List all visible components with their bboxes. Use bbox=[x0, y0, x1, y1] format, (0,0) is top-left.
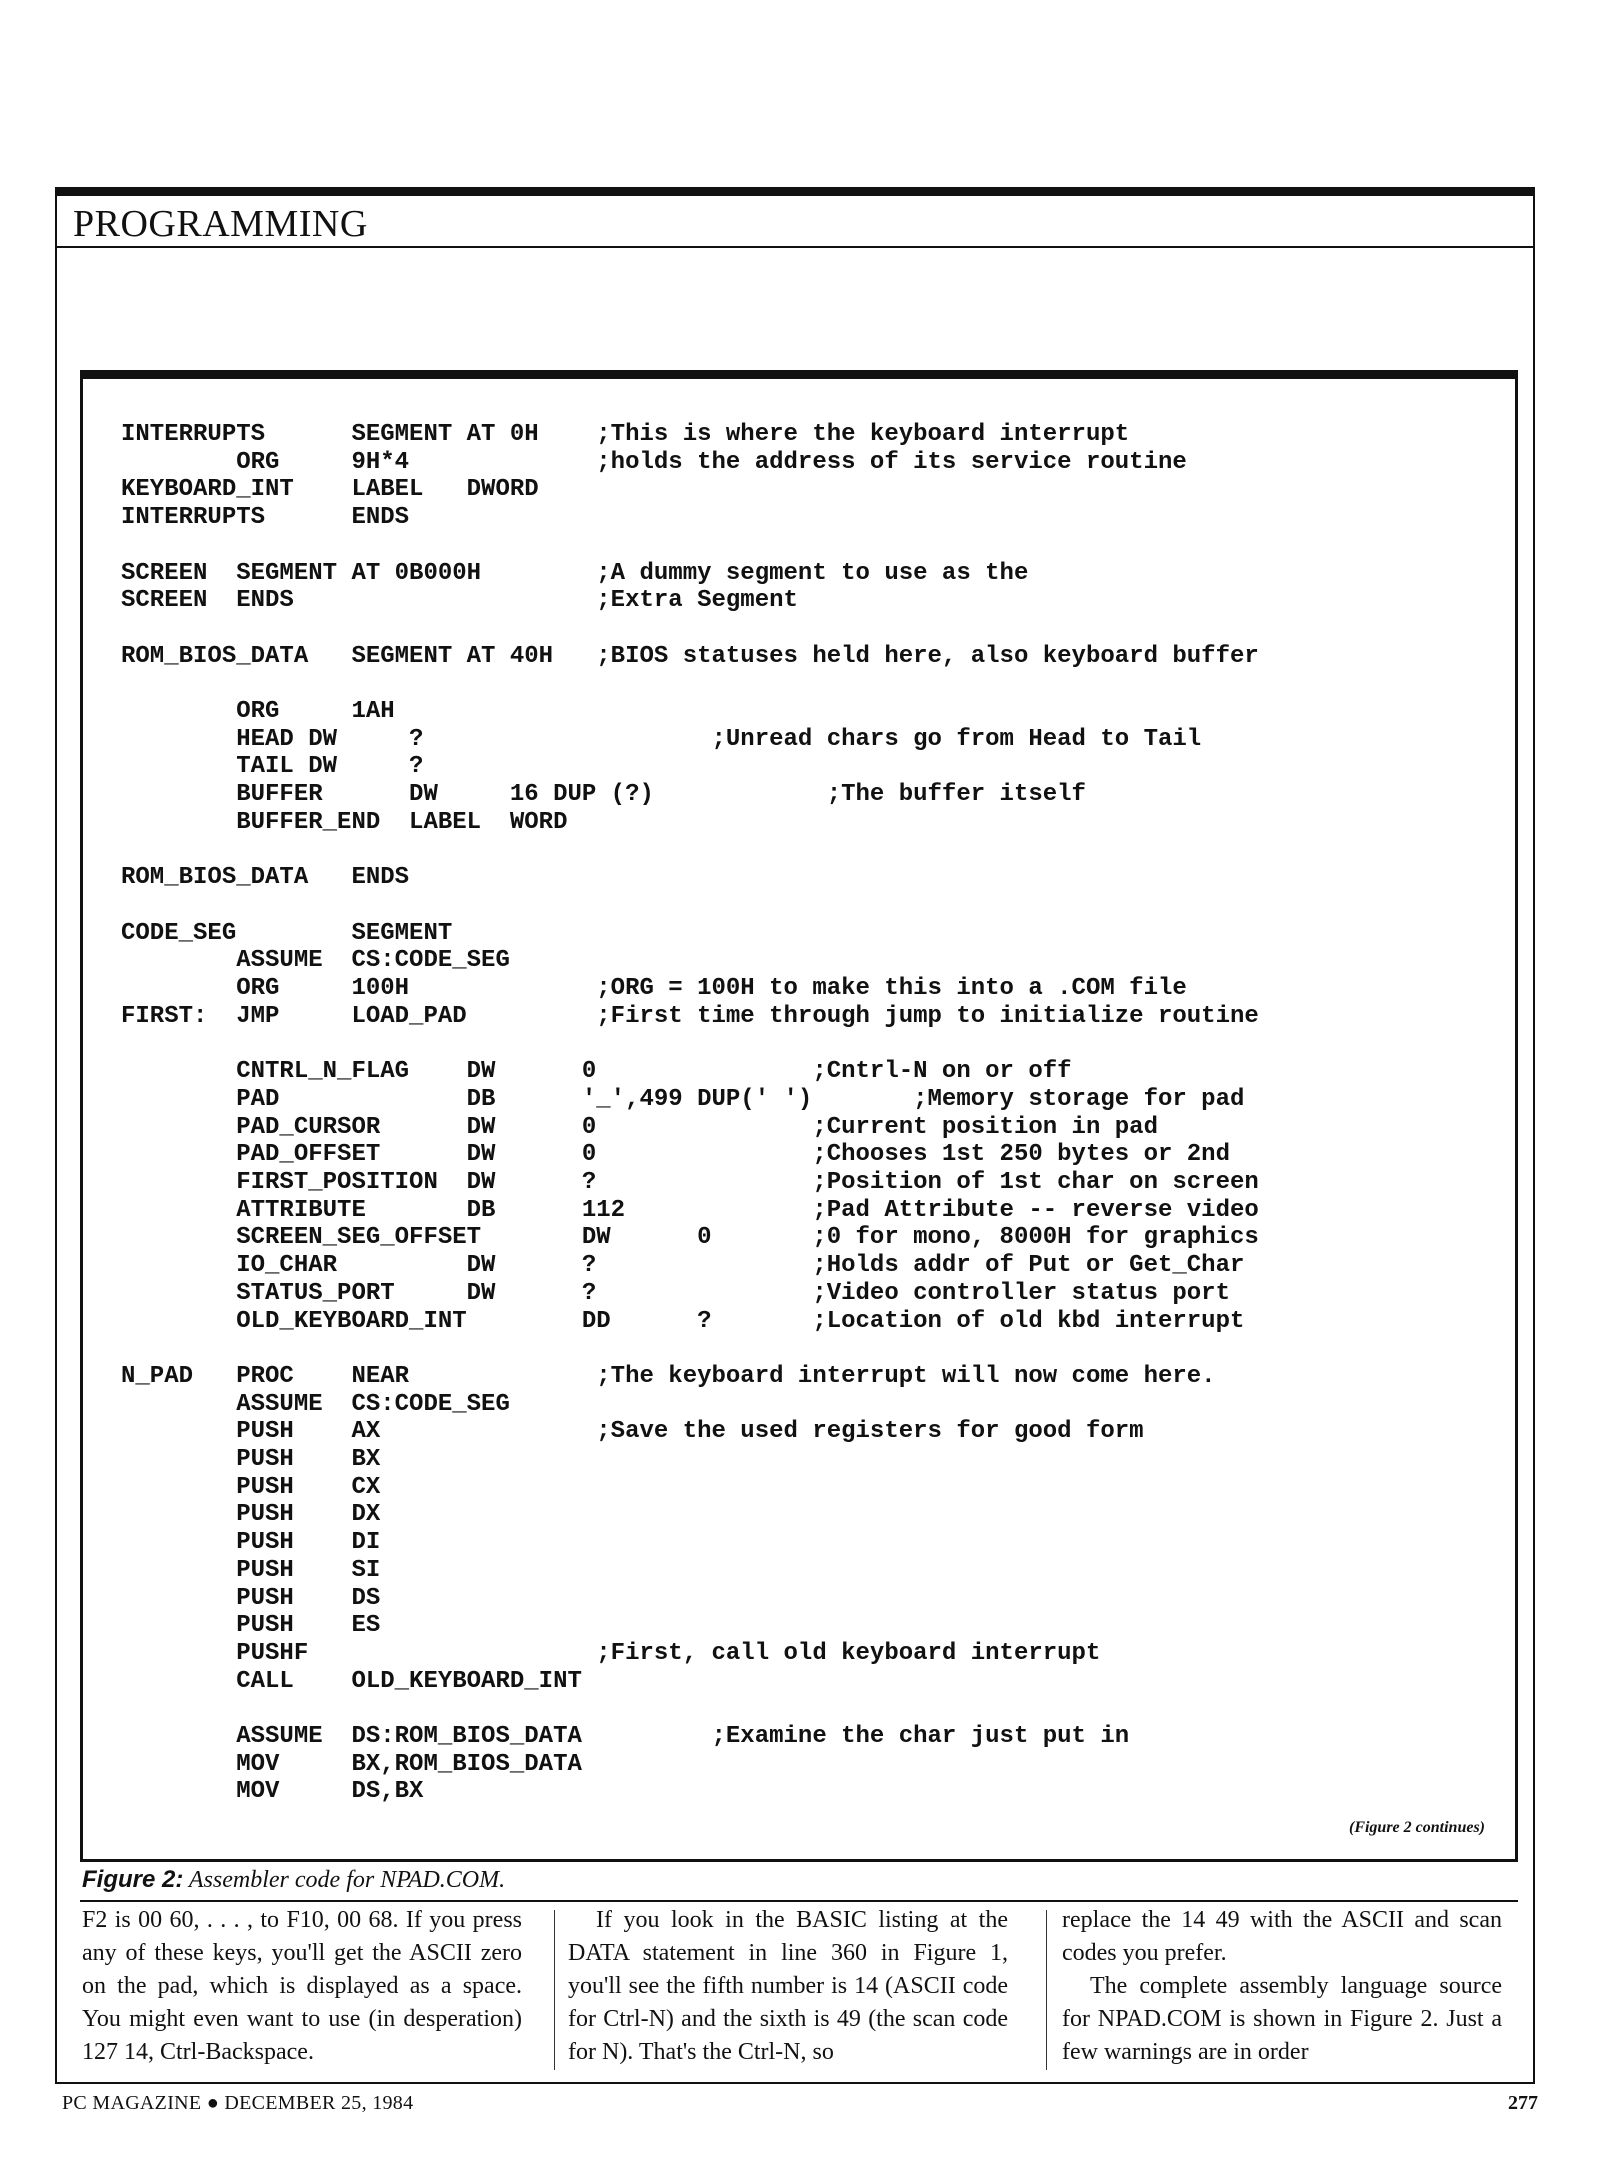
assembler-code-listing: INTERRUPTS SEGMENT AT 0H ;This is where the keyboard interrupt ORG 9H*4 ;holds the address of its service routine KEYBOARD_INT LABEL DWORD INTERRUPTS ENDS SCREEN SEGMENT AT 0B000H ;A dummy segment to use as the SCREEN ENDS ;Extra Segment ROM_BIOS_DATA SEGMENT AT 40H ;BIOS statuses held here, also keyboard buffer ORG 1AH HEAD DW ? ;Unread chars go from Head to Tail TAIL DW ? BUFFER DW 16 DUP (?) ;The buffer itself BUFFER_END LABEL WORD ROM_BIOS_DATA ENDS CODE_SEG SEGMENT ASSUME CS:CODE_SEG ORG 100H ;ORG = 100H to make this into a .COM file FIRST: JMP LOAD_PAD ;First time through jump to initialize routine CNTRL_N_FLAG DW 0 ;Cntrl-N on or off PAD DB '_',499 DUP(' ') ;Memory storage for pad PAD_CURSOR DW 0 ;Current position in pad PAD_OFFSET DW 0 ;Chooses 1st 250 bytes or 2nd FIRST_POSITION DW ? ;Position of 1st char on screen ATTRIBUTE DB 112 ;Pad Attribute -- reverse video SCREEN_SEG_OFFSET DW 0 ;0 for mono, 8000H for graphics IO_CHAR DW ? ;Holds addr of Put or Get_Char STATUS_PORT DW ? ;Video controller status port OLD_KEYBOARD_INT DD ? ;Location of old kbd interrupt N_PAD PROC NEAR ;The keyboard interrupt will now come here. ASSUME CS:CODE_SEG PUSH AX ;Save the used registers for good form PUSH BX PUSH CX PUSH DX PUSH DI PUSH SI PUSH DS PUSH ES PUSHF ;First, call old keyboard interrupt CALL OLD_KEYBOARD_INT ASSUME DS:ROM_BIOS_DATA ;Examine the char just put in MOV BX,ROM_BIOS_DATA MOV DS,BX bbox=[121, 421, 1259, 1806]
footer-publication: PC MAGAZINE ● DECEMBER 25, 1984 bbox=[62, 2092, 414, 2114]
figure-caption-text: Assembler code for NPAD.COM. bbox=[183, 1867, 506, 1893]
body-paragraph: The complete assembly language source for NPAD.COM is shown in Figure 2. Just a few warnings are in order bbox=[1062, 1973, 1502, 2065]
section-header bbox=[55, 187, 1535, 248]
figure-box bbox=[80, 370, 1518, 1862]
page-number: 277 bbox=[1508, 2092, 1538, 2114]
body-column-2 bbox=[568, 1904, 1008, 2069]
article-body bbox=[80, 1904, 1518, 2074]
column-divider bbox=[1046, 1910, 1047, 2070]
body-paragraph: F2 is 00 60, . . . , to F10, 00 68. If you press any of these keys, you'll get the ASCII zero on the pad, which is displayed as a space. You might even want to use (in desperation) 127 14, Ctrl-Backspace. bbox=[82, 1907, 522, 2065]
figure-caption-label: Figure 2: bbox=[82, 1866, 184, 1893]
figure-caption bbox=[82, 1866, 505, 1894]
section-title: PROGRAMMING bbox=[73, 203, 368, 245]
body-column-3 bbox=[1062, 1904, 1502, 2069]
figure-continues-note: (Figure 2 continues) bbox=[1348, 1819, 1485, 1836]
body-column-1 bbox=[82, 1904, 522, 2069]
body-paragraph: If you look in the BASIC listing at the DATA statement in line 360 in Figure 1, you'll see the fifth number is 14 (ASCII code for Ctrl-N) and the sixth is 49 (the scan code for N). That's the Ctrl-N, so bbox=[568, 1907, 1008, 2065]
column-divider bbox=[554, 1910, 555, 2070]
body-paragraph: replace the 14 49 with the ASCII and scan codes you prefer. bbox=[1062, 1907, 1502, 1966]
caption-rule bbox=[80, 1900, 1518, 1902]
